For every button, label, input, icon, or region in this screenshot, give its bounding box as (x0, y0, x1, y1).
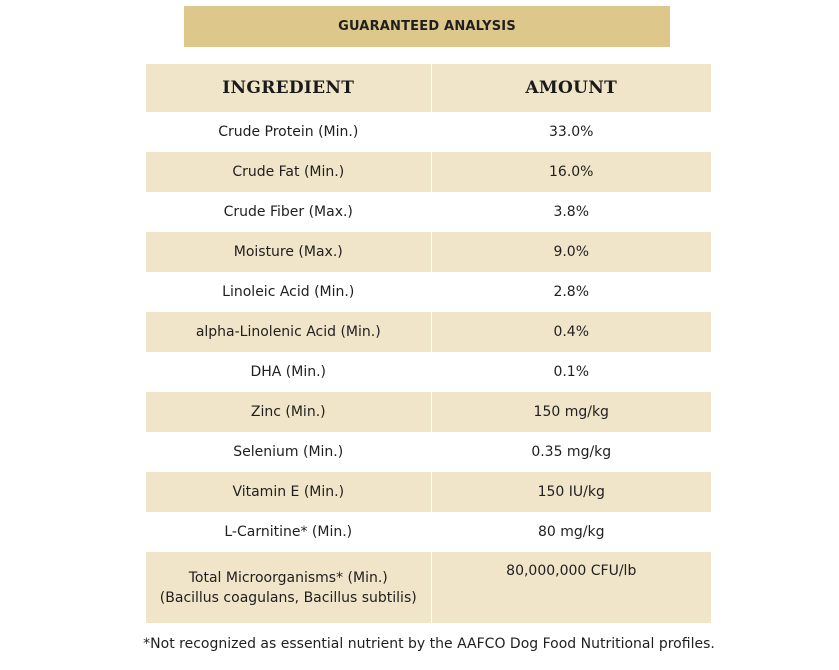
table-row (146, 472, 711, 512)
amount-cell: 2.8% (553, 284, 590, 300)
amount-cell: 3.8% (553, 204, 590, 220)
ingredient-cell: Crude Fat (Min.) (146, 152, 431, 192)
amount-cell: 150 IU/kg (431, 472, 711, 512)
guaranteed-analysis-banner (184, 6, 670, 47)
column-header-amount: AMOUNT (431, 64, 711, 112)
table-row (146, 152, 711, 192)
amount-cell: 33.0% (549, 124, 594, 140)
amount-cell: 80 mg/kg (538, 524, 605, 540)
table-row (146, 352, 711, 392)
amount-cell: 150 mg/kg (431, 392, 711, 432)
ingredient-cell: L-Carnitine* (Min.) (146, 512, 431, 552)
ingredient-detail: (Bacillus coagulans, Bacillus subtilis) (159, 589, 417, 606)
ingredient-cell: Linoleic Acid (Min.) (146, 272, 431, 312)
table-row (146, 312, 711, 352)
banner-title: GUARANTEED ANALYSIS (338, 19, 516, 34)
ingredient-name: Total Microorganisms* (Min.) (188, 569, 388, 586)
footnote: *Not recognized as essential nutrient by the AAFCO Dog Food Nutritional profiles. (143, 636, 715, 652)
table-row (146, 512, 711, 552)
table-row (146, 272, 711, 312)
table-row (146, 552, 711, 623)
ingredient-cell: Selenium (Min.) (146, 432, 431, 472)
guaranteed-analysis-table (146, 64, 711, 623)
table-row (146, 112, 711, 152)
amount-cell: 0.35 mg/kg (531, 444, 612, 460)
ingredient-cell: Crude Protein (Min.) (146, 112, 431, 152)
table-row (146, 192, 711, 232)
amount-cell: 16.0% (431, 152, 711, 192)
table-row (146, 232, 711, 272)
ingredient-cell: alpha-Linolenic Acid (Min.) (146, 312, 431, 352)
amount-cell: 80,000,000 CFU/lb (431, 552, 711, 623)
column-header-ingredient: INGREDIENT (146, 64, 431, 112)
amount-cell: 0.1% (553, 364, 590, 380)
amount-cell: 0.4% (431, 312, 711, 352)
table-row (146, 392, 711, 432)
ingredient-cell: Crude Fiber (Max.) (146, 192, 431, 232)
ingredient-cell: Zinc (Min.) (146, 392, 431, 432)
ingredient-cell: Vitamin E (Min.) (146, 472, 431, 512)
ingredient-cell: DHA (Min.) (146, 352, 431, 392)
table-row (146, 432, 711, 472)
ingredient-cell (146, 552, 431, 623)
table-header-row (146, 64, 711, 112)
ingredient-cell: Moisture (Max.) (146, 232, 431, 272)
amount-cell: 9.0% (431, 232, 711, 272)
